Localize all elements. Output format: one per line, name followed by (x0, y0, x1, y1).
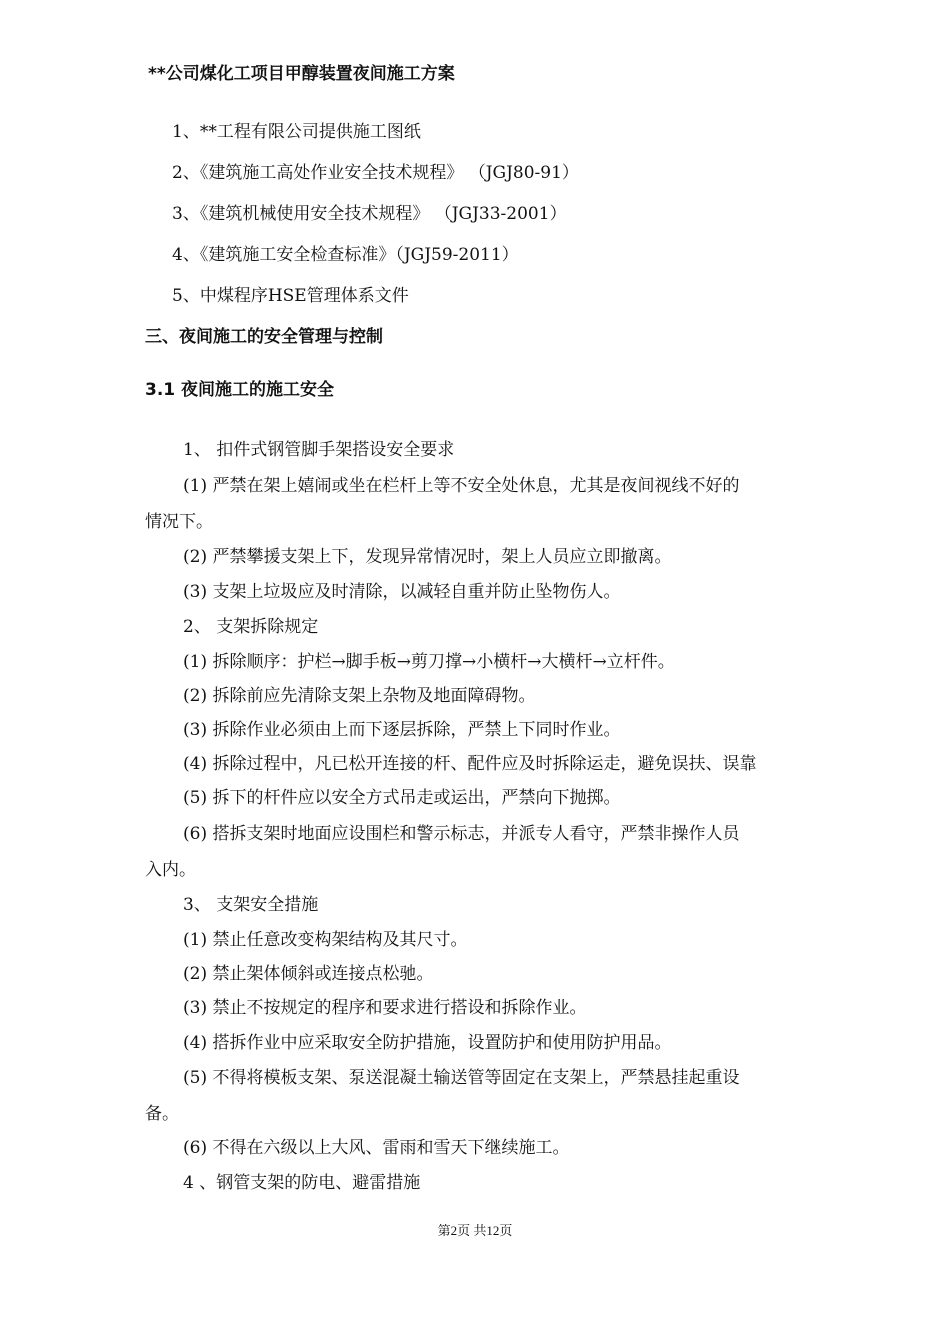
paragraph-line: 2、 支架拆除规定 (183, 617, 319, 637)
paragraph-line: (2) 禁止架体倾斜或连接点松驰。 (183, 964, 434, 984)
paragraph-line: (1) 禁止任意改变构架结构及其尺寸。 (183, 930, 468, 950)
paragraph-line: (6) 搭拆支架时地面应设围栏和警示标志，并派专人看守，严禁非操作人员 (183, 824, 740, 844)
paragraph-line: (2) 严禁攀援支架上下，发现异常情况时，架上人员应立即撤离。 (183, 547, 672, 567)
reference-item: 4、《建筑施工安全检查标准》（JGJ59-2011） (172, 245, 519, 265)
reference-item: 5、中煤程序HSE管理体系文件 (172, 286, 409, 306)
paragraph-line: (1) 严禁在架上嬉闹或坐在栏杆上等不安全处休息，尤其是夜间视线不好的 (183, 476, 740, 496)
reference-item: 2、《建筑施工高处作业安全技术规程》 （JGJ80-91） (172, 163, 579, 183)
subsection-title: 3.1 夜间施工的施工安全 (145, 380, 335, 400)
paragraph-line: (6) 不得在六级以上大风、雷雨和雪天下继续施工。 (183, 1138, 570, 1158)
section-title: 三、夜间施工的安全管理与控制 (145, 327, 383, 347)
paragraph-line: 4 、钢管支架的防电、避雷措施 (183, 1173, 421, 1193)
reference-item: 1、**工程有限公司提供施工图纸 (172, 122, 421, 142)
reference-item: 3、《建筑机械使用安全技术规程》 （JGJ33-2001） (172, 204, 567, 224)
paragraph-line: (5) 拆下的杆件应以安全方式吊走或运出，严禁向下抛掷。 (183, 788, 621, 808)
paragraph-line: (3) 禁止不按规定的程序和要求进行搭设和拆除作业。 (183, 998, 587, 1018)
paragraph-line: 入内。 (145, 860, 196, 880)
paragraph-line: 备。 (145, 1104, 179, 1124)
paragraph-line: (3) 拆除作业必须由上而下逐层拆除，严禁上下同时作业。 (183, 720, 621, 740)
paragraph-line: 3、 支架安全措施 (183, 895, 319, 915)
paragraph-line: (1) 拆除顺序：护栏→脚手板→剪刀撑→小横杆→大横杆→立杆件。 (183, 652, 675, 672)
page-number-footer: 第2页 共12页 (437, 1223, 513, 1238)
paragraph-line: (4) 拆除过程中，凡已松开连接的杆、配件应及时拆除运走，避免误扶、误靠 (183, 754, 757, 774)
paragraph-line: (4) 搭拆作业中应采取安全防护措施，设置防护和使用防护用品。 (183, 1033, 672, 1053)
paragraph-line: (5) 不得将模板支架、泵送混凝土输送管等固定在支架上，严禁悬挂起重设 (183, 1068, 740, 1088)
paragraph-line: 情况下。 (145, 512, 213, 532)
paragraph-line: (2) 拆除前应先清除支架上杂物及地面障碍物。 (183, 686, 536, 706)
paragraph-line: (3) 支架上垃圾应及时清除，以减轻自重并防止坠物伤人。 (183, 582, 621, 602)
paragraph-line: 1、 扣件式钢管脚手架搭设安全要求 (183, 440, 455, 460)
document-header: **公司煤化工项目甲醇装置夜间施工方案 (148, 64, 455, 84)
